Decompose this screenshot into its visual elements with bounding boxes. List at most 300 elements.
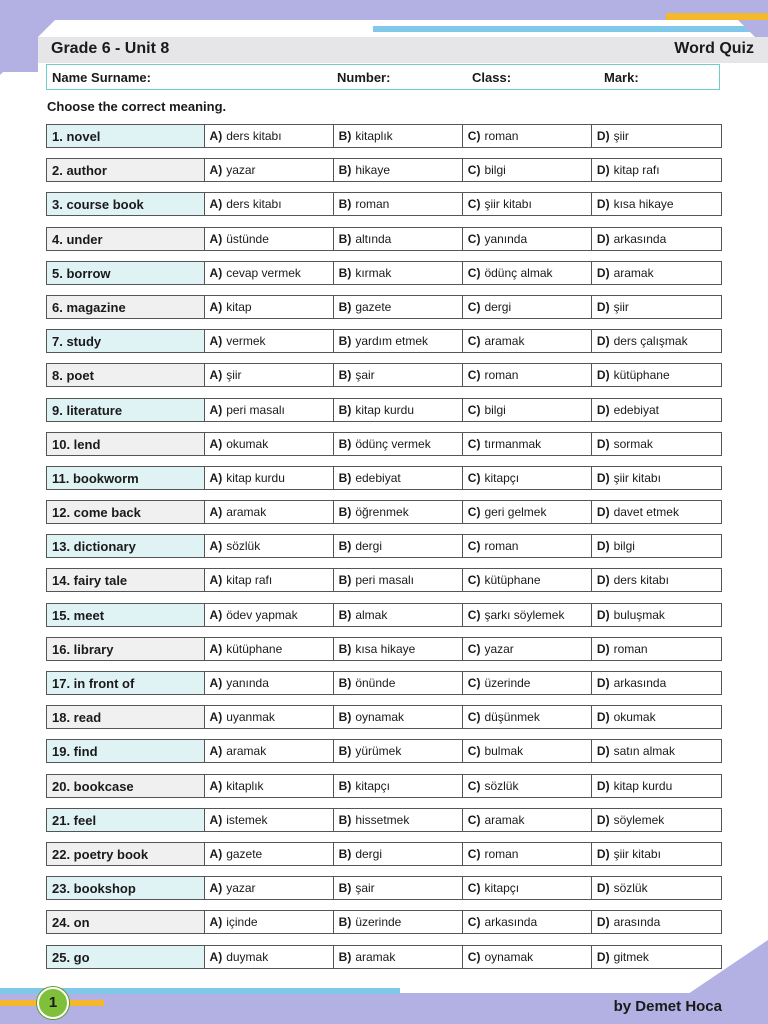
worksheet-type: Word Quiz	[674, 40, 754, 57]
option-text: öğrenmek	[355, 505, 409, 520]
option-text: önünde	[355, 676, 396, 690]
answer-option-b[interactable]	[334, 433, 463, 455]
question-word: 20. bookcase	[47, 775, 205, 797]
option-text: oynamak	[355, 710, 405, 725]
option-text: söylemek	[613, 812, 665, 827]
answer-option-b[interactable]	[334, 467, 463, 489]
answer-option-a[interactable]	[205, 501, 334, 523]
answer-option-b[interactable]	[334, 569, 463, 591]
answer-option-b[interactable]	[334, 604, 463, 626]
mark-label: Mark:	[604, 70, 639, 85]
question-row	[46, 842, 722, 866]
answer-option-c[interactable]	[463, 193, 592, 215]
answer-option-b[interactable]	[334, 877, 463, 899]
answer-option-c[interactable]	[463, 569, 592, 591]
answer-option-b[interactable]	[334, 193, 463, 215]
option-letter: D)	[596, 812, 610, 827]
option-letter: D)	[596, 846, 610, 861]
answer-option-b[interactable]	[334, 125, 463, 147]
option-text: altında	[355, 231, 392, 246]
option-letter: B)	[338, 573, 352, 588]
option-text: roman	[613, 641, 648, 656]
option-text: kitapçı	[484, 470, 520, 485]
option-letter: B)	[338, 231, 352, 246]
option-text: kitap kurdu	[226, 470, 285, 485]
question-word: 15. meet	[47, 604, 205, 626]
option-text: kısa hikaye	[613, 197, 674, 212]
option-text: okumak	[226, 436, 269, 451]
option-letter: B)	[338, 470, 352, 485]
question-row	[46, 671, 722, 695]
top-blue-stripe	[373, 26, 768, 32]
question-row	[46, 192, 722, 216]
question-word: 18. read	[47, 706, 205, 728]
answer-option-c[interactable]	[463, 843, 592, 865]
answer-option-d[interactable]	[592, 193, 721, 215]
answer-option-d[interactable]	[592, 877, 721, 899]
option-text: şiir kitabı	[613, 470, 661, 485]
question-row	[46, 466, 722, 490]
option-text: sormak	[613, 436, 653, 451]
answer-option-a[interactable]	[205, 877, 334, 899]
question-word: 10. lend	[47, 433, 205, 455]
option-text: bilgi	[484, 402, 506, 417]
answer-option-c[interactable]	[463, 740, 592, 762]
option-text: edebiyat	[613, 402, 659, 417]
answer-option-c[interactable]	[463, 877, 592, 899]
option-letter: D)	[596, 915, 610, 930]
option-text: duymak	[226, 949, 269, 964]
option-letter: D)	[596, 539, 610, 554]
option-text: kitaplık	[355, 129, 393, 143]
option-text: edebiyat	[355, 470, 401, 485]
answer-option-d[interactable]	[592, 672, 721, 694]
question-word: 4. under	[47, 228, 205, 250]
option-letter: A)	[209, 812, 223, 827]
question-word: 13. dictionary	[47, 535, 205, 557]
option-text: yazar	[226, 163, 256, 178]
author-credit: by Demet Hoca	[613, 998, 722, 1015]
answer-option-a[interactable]	[205, 296, 334, 318]
question-row	[46, 568, 722, 592]
option-text: ders kitabı	[226, 197, 282, 212]
answer-option-b[interactable]	[334, 638, 463, 660]
option-letter: C)	[467, 368, 481, 383]
option-letter: B)	[338, 846, 352, 861]
answer-option-c[interactable]	[463, 911, 592, 933]
answer-option-d[interactable]	[592, 775, 721, 797]
answer-option-a[interactable]	[205, 946, 334, 968]
answer-option-c[interactable]	[463, 330, 592, 352]
question-row	[46, 910, 722, 934]
option-text: ödev yapmak	[226, 607, 298, 622]
option-letter: D)	[596, 470, 610, 485]
option-text: kütüphane	[484, 573, 541, 588]
answer-option-b[interactable]	[334, 364, 463, 386]
option-text: arasında	[613, 915, 661, 930]
answer-option-a[interactable]	[205, 330, 334, 352]
question-word: 5. borrow	[47, 262, 205, 284]
number-label: Number:	[337, 70, 391, 85]
answer-option-d[interactable]	[592, 706, 721, 728]
option-text: kitapçı	[484, 881, 520, 896]
option-letter: A)	[209, 505, 223, 520]
option-letter: B)	[338, 436, 352, 451]
option-text: aramak	[226, 505, 267, 520]
answer-option-d[interactable]	[592, 364, 721, 386]
option-letter: C)	[467, 163, 481, 178]
question-row	[46, 158, 722, 182]
question-row	[46, 705, 722, 729]
answer-option-a[interactable]	[205, 775, 334, 797]
answer-option-a[interactable]	[205, 638, 334, 660]
option-letter: C)	[467, 641, 481, 656]
option-letter: B)	[338, 778, 352, 793]
answer-option-d[interactable]	[592, 501, 721, 523]
answer-option-a[interactable]	[205, 843, 334, 865]
answer-option-c[interactable]	[463, 501, 592, 523]
question-word: 7. study	[47, 330, 205, 352]
option-letter: C)	[467, 231, 481, 246]
answer-option-d[interactable]	[592, 467, 721, 489]
answer-option-a[interactable]	[205, 433, 334, 455]
option-text: şarkı söylemek	[484, 607, 565, 622]
option-letter: D)	[596, 436, 610, 451]
option-text: ödünç vermek	[355, 436, 431, 451]
answer-option-c[interactable]	[463, 638, 592, 660]
question-row	[46, 227, 722, 251]
option-text: yazar	[484, 641, 514, 656]
answer-option-d[interactable]	[592, 604, 721, 626]
option-text: ders kitabı	[226, 129, 282, 143]
question-row	[46, 637, 722, 661]
option-letter: C)	[467, 573, 481, 588]
option-text: tırmanmak	[484, 436, 542, 451]
question-row	[46, 808, 722, 832]
answer-option-d[interactable]	[592, 399, 721, 421]
option-letter: C)	[467, 299, 481, 314]
answer-option-c[interactable]	[463, 125, 592, 147]
option-text: içinde	[226, 915, 258, 930]
answer-option-b[interactable]	[334, 399, 463, 421]
option-letter: B)	[338, 163, 352, 178]
option-letter: D)	[596, 334, 610, 349]
question-row	[46, 876, 722, 900]
answer-option-b[interactable]	[334, 740, 463, 762]
answer-option-b[interactable]	[334, 706, 463, 728]
option-letter: A)	[209, 368, 223, 383]
option-letter: D)	[596, 744, 610, 759]
option-letter: C)	[467, 744, 481, 759]
option-letter: C)	[467, 881, 481, 896]
answer-option-a[interactable]	[205, 193, 334, 215]
option-letter: C)	[467, 505, 481, 520]
option-letter: B)	[338, 368, 352, 383]
option-letter: C)	[467, 265, 481, 280]
option-text: şiir kitabı	[613, 846, 661, 861]
option-letter: A)	[209, 231, 223, 246]
option-text: okumak	[613, 710, 656, 725]
quiz-table	[46, 124, 722, 979]
option-text: yanında	[226, 676, 269, 690]
answer-option-b[interactable]	[334, 330, 463, 352]
question-word: 25. go	[47, 946, 205, 968]
option-text: kitap kurdu	[355, 402, 415, 417]
answer-option-b[interactable]	[334, 296, 463, 318]
option-letter: B)	[338, 265, 352, 280]
answer-option-c[interactable]	[463, 364, 592, 386]
answer-option-d[interactable]	[592, 911, 721, 933]
option-text: dergi	[484, 299, 512, 314]
option-text: yürümek	[355, 744, 402, 759]
option-letter: A)	[209, 470, 223, 485]
option-text: üzerinde	[484, 676, 531, 690]
option-letter: B)	[338, 812, 352, 827]
answer-option-c[interactable]	[463, 433, 592, 455]
option-letter: C)	[467, 778, 481, 793]
option-text: aramak	[613, 265, 654, 280]
answer-option-c[interactable]	[463, 399, 592, 421]
answer-option-a[interactable]	[205, 569, 334, 591]
option-text: aramak	[355, 949, 396, 964]
question-row	[46, 398, 722, 422]
answer-option-b[interactable]	[334, 911, 463, 933]
answer-option-a[interactable]	[205, 467, 334, 489]
option-letter: D)	[596, 949, 610, 964]
option-letter: A)	[209, 641, 223, 656]
option-letter: C)	[467, 676, 481, 690]
answer-option-a[interactable]	[205, 706, 334, 728]
option-text: şiir	[613, 129, 629, 143]
answer-option-a[interactable]	[205, 228, 334, 250]
answer-option-d[interactable]	[592, 740, 721, 762]
answer-option-a[interactable]	[205, 262, 334, 284]
option-letter: B)	[338, 402, 352, 417]
option-text: satın almak	[613, 744, 675, 759]
question-row	[46, 124, 722, 148]
question-word: 11. bookworm	[47, 467, 205, 489]
option-text: buluşmak	[613, 607, 665, 622]
option-letter: D)	[596, 778, 610, 793]
option-text: peri masalı	[226, 402, 285, 417]
answer-option-c[interactable]	[463, 672, 592, 694]
option-text: almak	[355, 607, 388, 622]
option-text: arkasında	[613, 676, 667, 690]
answer-option-d[interactable]	[592, 569, 721, 591]
answer-option-a[interactable]	[205, 399, 334, 421]
answer-option-a[interactable]	[205, 364, 334, 386]
option-letter: A)	[209, 881, 223, 896]
option-text: sözlük	[613, 881, 648, 896]
option-letter: D)	[596, 573, 610, 588]
option-letter: C)	[467, 436, 481, 451]
option-text: şair	[355, 881, 375, 896]
option-letter: B)	[338, 539, 352, 554]
option-letter: A)	[209, 129, 223, 143]
question-word: 23. bookshop	[47, 877, 205, 899]
question-word: 2. author	[47, 159, 205, 181]
answer-option-a[interactable]	[205, 125, 334, 147]
answer-option-c[interactable]	[463, 296, 592, 318]
option-text: arkasında	[484, 915, 538, 930]
option-text: oynamak	[484, 949, 534, 964]
option-text: ders çalışmak	[613, 334, 688, 349]
option-text: kırmak	[355, 265, 392, 280]
option-letter: D)	[596, 710, 610, 725]
top-decor-band	[0, 0, 768, 20]
option-letter: C)	[467, 915, 481, 930]
answer-option-c[interactable]	[463, 159, 592, 181]
question-word: 17. in front of	[47, 672, 205, 694]
question-word: 24. on	[47, 911, 205, 933]
answer-option-b[interactable]	[334, 228, 463, 250]
option-text: sözlük	[226, 539, 261, 554]
option-text: hissetmek	[355, 812, 410, 827]
option-text: şiir kitabı	[484, 197, 532, 212]
bottom-right-decor-triangle	[688, 940, 768, 994]
option-text: yazar	[226, 881, 256, 896]
option-letter: B)	[338, 334, 352, 349]
option-text: roman	[484, 846, 519, 861]
option-letter: A)	[209, 573, 223, 588]
answer-option-b[interactable]	[334, 946, 463, 968]
option-letter: A)	[209, 436, 223, 451]
option-text: gazete	[226, 846, 263, 861]
option-letter: C)	[467, 710, 481, 725]
answer-option-d[interactable]	[592, 433, 721, 455]
option-text: dergi	[355, 846, 383, 861]
option-letter: D)	[596, 881, 610, 896]
answer-option-d[interactable]	[592, 843, 721, 865]
option-letter: A)	[209, 744, 223, 759]
option-text: bilgi	[484, 163, 506, 178]
option-letter: C)	[467, 402, 481, 417]
option-letter: A)	[209, 915, 223, 930]
option-letter: B)	[338, 744, 352, 759]
answer-option-b[interactable]	[334, 501, 463, 523]
answer-option-b[interactable]	[334, 159, 463, 181]
option-letter: C)	[467, 129, 481, 143]
answer-option-b[interactable]	[334, 535, 463, 557]
answer-option-c[interactable]	[463, 775, 592, 797]
option-letter: B)	[338, 949, 352, 964]
option-text: geri gelmek	[484, 505, 547, 520]
option-text: kitaplık	[226, 778, 264, 793]
question-row	[46, 603, 722, 627]
question-word: 16. library	[47, 638, 205, 660]
option-text: gitmek	[613, 949, 649, 964]
option-letter: D)	[596, 505, 610, 520]
answer-option-b[interactable]	[334, 262, 463, 284]
option-text: üzerinde	[355, 915, 402, 930]
name-surname-label: Name Surname:	[52, 70, 151, 85]
option-text: kitap rafı	[613, 163, 660, 178]
answer-option-a[interactable]	[205, 159, 334, 181]
option-letter: C)	[467, 539, 481, 554]
option-letter: D)	[596, 299, 610, 314]
answer-option-a[interactable]	[205, 740, 334, 762]
answer-option-d[interactable]	[592, 638, 721, 660]
answer-option-d[interactable]	[592, 535, 721, 557]
option-letter: B)	[338, 915, 352, 930]
class-label: Class:	[472, 70, 512, 85]
option-text: şiir	[613, 299, 629, 314]
option-letter: A)	[209, 607, 223, 622]
option-letter: B)	[338, 641, 352, 656]
answer-option-b[interactable]	[334, 809, 463, 831]
answer-option-d[interactable]	[592, 296, 721, 318]
question-word: 22. poetry book	[47, 843, 205, 865]
answer-option-a[interactable]	[205, 672, 334, 694]
option-letter: C)	[467, 470, 481, 485]
option-text: dergi	[355, 539, 383, 554]
answer-option-c[interactable]	[463, 946, 592, 968]
answer-option-b[interactable]	[334, 775, 463, 797]
option-letter: D)	[596, 163, 610, 178]
option-text: roman	[355, 197, 390, 212]
option-letter: A)	[209, 710, 223, 725]
option-letter: D)	[596, 368, 610, 383]
option-text: aramak	[226, 744, 267, 759]
option-text: şair	[355, 368, 375, 383]
answer-option-d[interactable]	[592, 125, 721, 147]
option-letter: A)	[209, 197, 223, 212]
answer-option-c[interactable]	[463, 706, 592, 728]
answer-option-c[interactable]	[463, 604, 592, 626]
answer-option-c[interactable]	[463, 228, 592, 250]
question-row	[46, 295, 722, 319]
student-info-box	[46, 64, 720, 90]
option-text: roman	[484, 539, 519, 554]
question-word: 1. novel	[47, 125, 205, 147]
question-word: 19. find	[47, 740, 205, 762]
answer-option-d[interactable]	[592, 159, 721, 181]
question-row	[46, 329, 722, 353]
answer-option-c[interactable]	[463, 262, 592, 284]
answer-option-c[interactable]	[463, 809, 592, 831]
question-row	[46, 432, 722, 456]
answer-option-a[interactable]	[205, 809, 334, 831]
option-letter: A)	[209, 949, 223, 964]
option-letter: A)	[209, 778, 223, 793]
option-letter: B)	[338, 299, 352, 314]
answer-option-b[interactable]	[334, 843, 463, 865]
option-letter: B)	[338, 881, 352, 896]
option-text: roman	[484, 129, 519, 143]
option-text: ders kitabı	[613, 573, 669, 588]
option-letter: D)	[596, 607, 610, 622]
answer-option-d[interactable]	[592, 228, 721, 250]
answer-option-a[interactable]	[205, 604, 334, 626]
option-text: aramak	[484, 812, 525, 827]
answer-option-a[interactable]	[205, 911, 334, 933]
option-letter: A)	[209, 163, 223, 178]
answer-option-c[interactable]	[463, 535, 592, 557]
answer-option-d[interactable]	[592, 330, 721, 352]
answer-option-c[interactable]	[463, 467, 592, 489]
top-yellow-stripe	[666, 13, 768, 20]
answer-option-a[interactable]	[205, 535, 334, 557]
answer-option-d[interactable]	[592, 262, 721, 284]
answer-option-b[interactable]	[334, 672, 463, 694]
option-text: arkasında	[613, 231, 667, 246]
answer-option-d[interactable]	[592, 809, 721, 831]
option-text: bilgi	[613, 539, 635, 554]
option-text: bulmak	[484, 744, 524, 759]
option-letter: B)	[338, 197, 352, 212]
option-letter: C)	[467, 334, 481, 349]
option-letter: B)	[338, 505, 352, 520]
